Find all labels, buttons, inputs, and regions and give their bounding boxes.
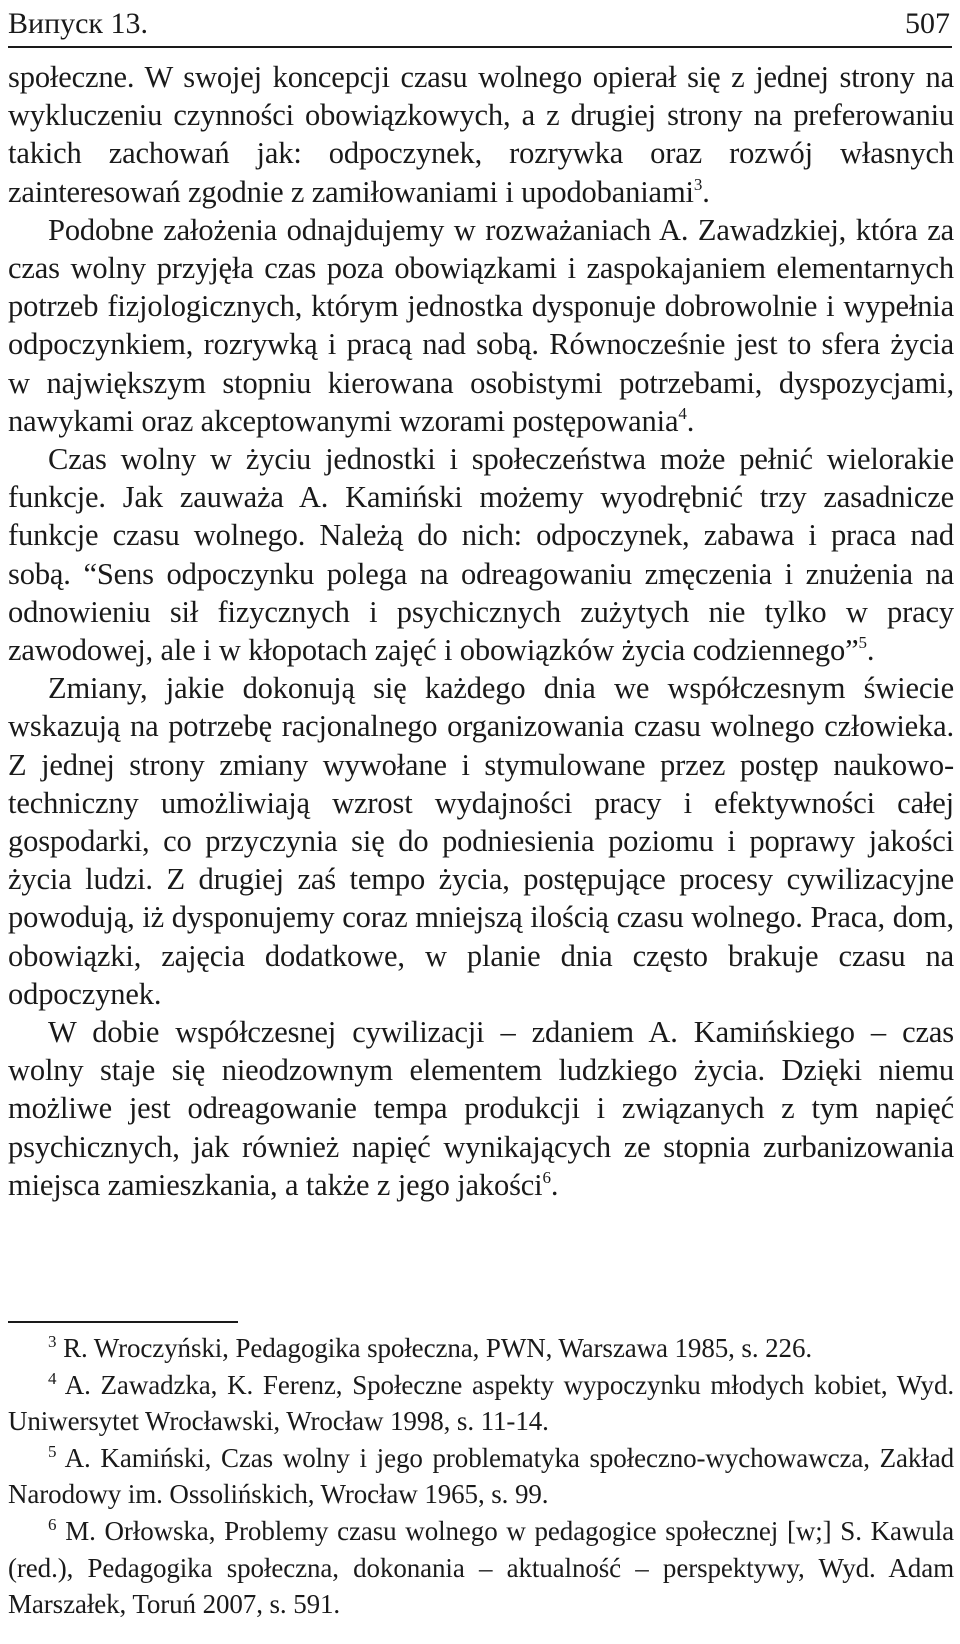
running-header xyxy=(8,4,952,48)
footnote-text: R. Wroczyński, Pedagogika społeczna, PWN, Warszawa 1985, s. 226. xyxy=(63,1333,812,1363)
paragraph-text: Zmiany, jakie dokonują się każdego dnia we współczesnym świecie wskazują na potrzebę racjonalnego organizowania czasu wolnego człowieka. Z jednej strony zmiany wywołane i stymulowane przez postęp naukowo-techniczny umożliwiają wzrost wydajności pracy i efektywności całej gospodarki, co przyczynia się do podniesienia poziomu i poprawy jakości życia ludzi. Z drugiej zaś tempo życia, postępujące procesy cywilizacyjne powodują, iż dysponujemy coraz mniejszą ilością czasu wolnego. Praca, dom, obowiązki, zajęcia dodatkowe, w planie dnia często brakuje czasu na odpoczynek. xyxy=(8,671,954,1011)
footnote-ref: 4 xyxy=(678,403,687,423)
footnote-separator xyxy=(8,1321,238,1323)
paragraph-text: W dobie współczesnej cywilizacji – zdaniem A. Kamińskiego – czas wolny staje się nieodzownym elementem ludzkiego życia. Dzięki niemu możliwe jest odreagowanie tempa produkcji i związanych z tym napięć psychicznych, jak również napięć wynikających ze stopnia zurbanizowania miejsca zamieszkania, a także z jego jakości xyxy=(8,1015,954,1202)
footnote-6 xyxy=(8,1513,954,1623)
paragraph-1 xyxy=(8,58,954,211)
footnote-ref: 3 xyxy=(693,174,703,194)
footnote-number: 3 xyxy=(48,1332,57,1351)
main-text xyxy=(8,58,954,1204)
footnote-text: M. Orłowska, Problemy czasu wolnego w pedagogice społecznej [w;] S. Kawula (red.), Pedagogika społeczna, dokonania – aktualność – perspektywy, Wyd. Adam Marszałek, Toruń 2007, s. 591. xyxy=(8,1515,955,1620)
footnote-text: A. Kamiński, Czas wolny i jego problematyka społeczno-wychowawcza, Zakład Narodowy im. Ossolińskich, Wrocław 1965, s. 99. xyxy=(8,1442,954,1510)
footnote-number: 5 xyxy=(48,1441,57,1461)
paragraph-end: . xyxy=(686,403,695,438)
paragraph-2 xyxy=(8,211,954,440)
paragraph-3 xyxy=(8,440,954,669)
paragraph-text: Czas wolny w życiu jednostki i społeczeństwa może pełnić wielorakie funkcje. Jak zauważa A. Kamiński możemy wyodrębnić trzy zasadnicze funkcje czasu wolnego. Należą do nich: odpoczynek, zabawa i praca nad sobą. “Sens odpoczynku polega na odreagowaniu zmęczenia i znużenia na odnowieniu sił fizycznych i psychicznych zużytych nie tylko w pracy zawodowej, ale i w kłopotach zajęć i obowiązków życia codziennego” xyxy=(8,442,954,668)
paragraph-text: społeczne. W swojej koncepcji czasu wolnego opierał się z jednej strony na wykluczeniu czynności obowiązkowych, a z drugiej strony na preferowaniu takich zachowań jak: odpoczynek, rozrywka oraz rozwój własnych zainteresowań zgodnie z zamiłowaniami i upodobaniami xyxy=(8,60,954,209)
footnotes xyxy=(8,1330,954,1623)
paragraph-end: . xyxy=(866,633,875,668)
footnote-5 xyxy=(8,1440,954,1513)
footnote-3 xyxy=(8,1330,954,1367)
paragraph-4 xyxy=(8,669,954,1013)
issue-label: Випуск 13. xyxy=(8,7,149,40)
paragraph-end: . xyxy=(550,1167,559,1202)
page-number: 507 xyxy=(905,7,950,40)
footnote-number: 6 xyxy=(48,1514,57,1534)
footnote-4 xyxy=(8,1367,954,1440)
footnote-ref: 6 xyxy=(542,1167,551,1187)
paragraph-end: . xyxy=(702,174,710,209)
footnote-number: 4 xyxy=(48,1368,57,1388)
footnote-ref: 5 xyxy=(858,633,867,653)
paragraph-text: Podobne założenia odnajdujemy w rozważaniach A. Zawadzkiej, która za czas wolny przyjęła czas poza obowiązkami i zaspokajaniem elementarnych potrzeb fizjologicznych, którym jednostka dysponuje dobrowolnie i wypełnia odpoczynkiem, rozrywką i pracą nad sobą. Równocześnie jest to sfera życia w największym stopniu kierowana osobistymi potrzebami, dyspozycjami, nawykami oraz akceptowanymi wzorami postępowania xyxy=(8,212,954,438)
paragraph-5 xyxy=(8,1013,954,1204)
footnote-text: A. Zawadzka, K. Ferenz, Społeczne aspekty wypoczynku młodych kobiet, Wyd. Uniwersytet Wrocławski, Wrocław 1998, s. 11-14. xyxy=(8,1369,954,1437)
